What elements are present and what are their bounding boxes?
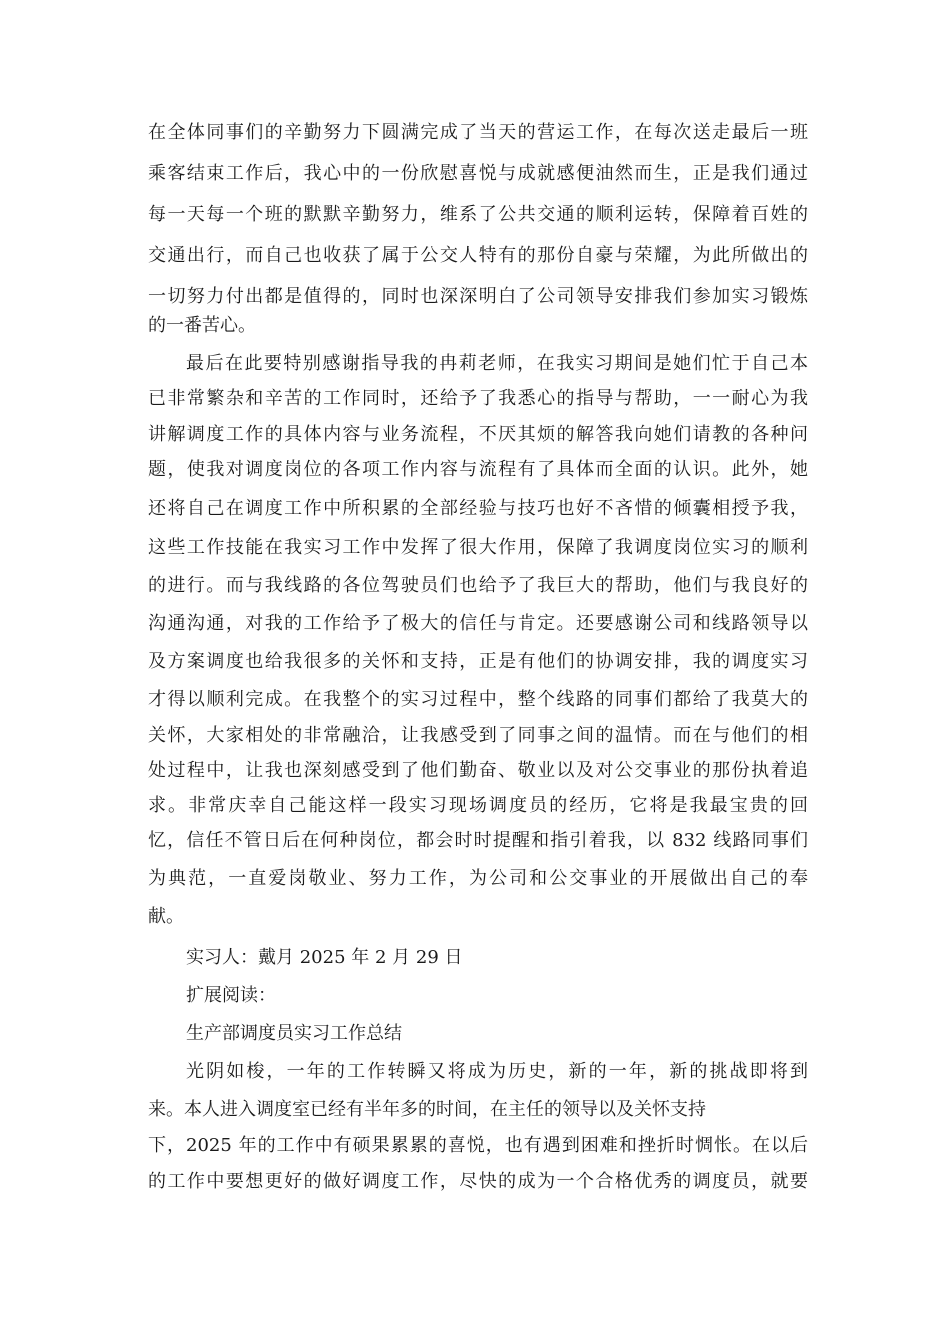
section-title: 生产部调度员实习工作总结 — [186, 1023, 402, 1044]
paragraph-line: 忆，信任不管日后在何种岗位，都会时时提醒和指引着我，以 832 线路同事们 — [148, 830, 808, 851]
paragraph-line: 沟通沟通，对我的工作给予了极大的信任与肯定。还要感谢公司和线路领导以 — [148, 613, 808, 634]
paragraph-line: 的进行。而与我线路的各位驾驶员们也给予了我巨大的帮助，他们与我良好的 — [148, 575, 808, 596]
paragraph-line: 来。本人进入调度室已经有半年多的时间，在主任的领导以及关怀支持 — [148, 1099, 706, 1120]
paragraph-line: 最后在此要特别感谢指导我的冉莉老师，在我实习期间是她们忙于自己本 — [186, 353, 808, 374]
paragraph-line: 每一天每一个班的默默辛勤努力，维系了公共交通的顺利运转，保障着百姓的 — [148, 204, 808, 225]
signature-line: 实习人：戴月 2025 年 2 月 29 日 — [186, 947, 463, 968]
paragraph-line: 在全体同事们的辛勤努力下圆满完成了当天的营运工作，在每次送走最后一班 — [148, 122, 808, 143]
paragraph-line: 的工作中要想更好的做好调度工作，尽快的成为一个合格优秀的调度员，就要 — [148, 1171, 808, 1192]
paragraph-line: 题，使我对调度岗位的各项工作内容与流程有了具体而全面的认识。此外，她 — [148, 459, 808, 480]
extended-reading-label: 扩展阅读： — [186, 985, 276, 1006]
paragraph-line: 关怀，大家相处的非常融洽，让我感受到了同事之间的温情。而在与他们的相 — [148, 725, 808, 746]
paragraph-line: 已非常繁杂和辛苦的工作同时，还给予了我悉心的指导与帮助，一一耐心为我 — [148, 388, 808, 409]
paragraph-line: 光阴如梭，一年的工作转瞬又将成为历史，新的一年，新的挑战即将到 — [186, 1061, 808, 1082]
paragraph-line: 还将自己在调度工作中所积累的全部经验与技巧也好不吝惜的倾囊相授予我， — [148, 498, 808, 519]
paragraph-line: 献。 — [148, 906, 184, 927]
paragraph-line: 交通出行，而自己也收获了属于公交人特有的那份自豪与荣耀，为此所做出的 — [148, 245, 808, 266]
paragraph-line: 及方案调度也给我很多的关怀和支持，正是有他们的协调安排，我的调度实习 — [148, 651, 808, 672]
paragraph-line: 处过程中，让我也深刻感受到了他们勤奋、敬业以及对公交事业的那份执着追 — [148, 760, 808, 781]
paragraph-line: 为典范，一直爱岗敬业、努力工作，为公司和公交事业的开展做出自己的奉 — [148, 868, 808, 889]
paragraph-line: 这些工作技能在我实习工作中发挥了很大作用，保障了我调度岗位实习的顺利 — [148, 537, 808, 558]
paragraph-line: 下，2025 年的工作中有硕果累累的喜悦，也有遇到困难和挫折时惆怅。在以后 — [148, 1135, 808, 1156]
paragraph-line: 求。非常庆幸自己能这样一段实习现场调度员的经历，它将是我最宝贵的回 — [148, 795, 808, 816]
paragraph-line: 一切努力付出都是值得的，同时也深深明白了公司领导安排我们参加实习锻炼 — [148, 286, 808, 307]
paragraph-line: 乘客结束工作后，我心中的一份欣慰喜悦与成就感便油然而生，正是我们通过 — [148, 163, 808, 184]
paragraph-line: 才得以顺利完成。在我整个的实习过程中，整个线路的同事们都给了我莫大的 — [148, 689, 808, 710]
paragraph-line: 的一番苦心。 — [148, 315, 256, 336]
paragraph-line: 讲解调度工作的具体内容与业务流程，不厌其烦的解答我向她们请教的各种问 — [148, 424, 808, 445]
